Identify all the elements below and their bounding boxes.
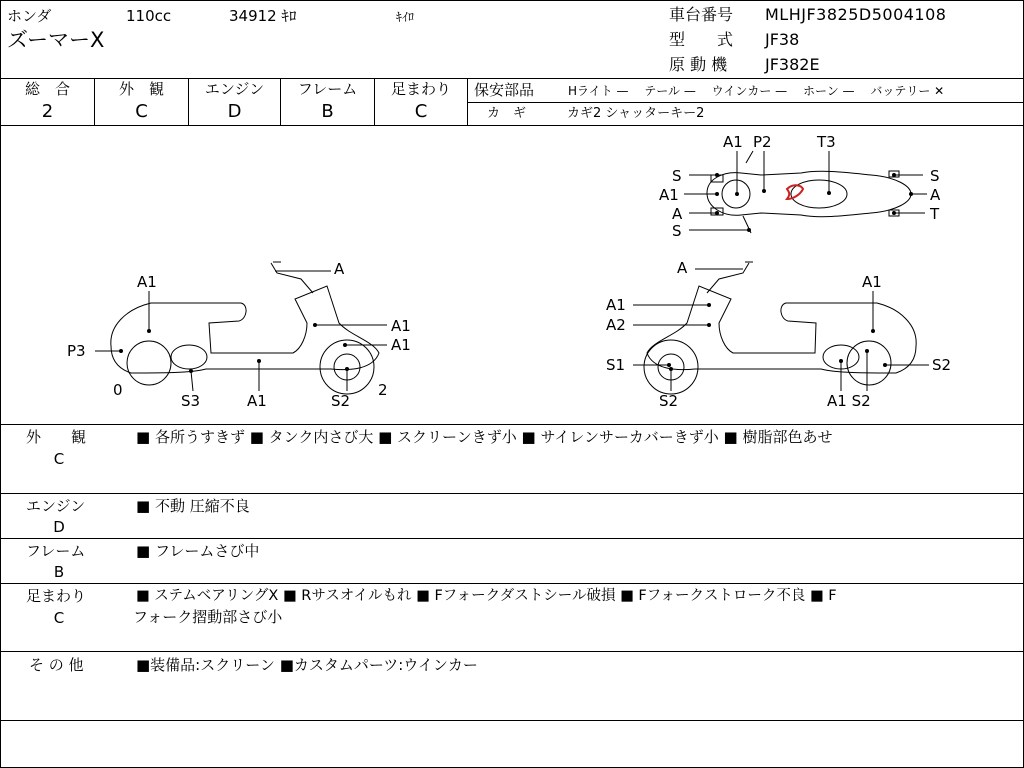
remark-text: ■装備品:スクリーン ■カスタムパーツ:ウインカー [136, 656, 478, 674]
label-top-a: A [672, 205, 683, 223]
label-right-s2-rear: S2 [932, 356, 952, 374]
type-value: JF38 [765, 30, 800, 49]
label-top-s: S [672, 167, 682, 185]
label-left-a1-seat: A1 [137, 273, 157, 291]
displacement: 110cc [126, 7, 172, 25]
label-left-a: A [334, 260, 345, 278]
label-right-a1-seat: A1 [862, 273, 882, 291]
grade-exterior-value: C [135, 101, 148, 122]
divider [1, 583, 1023, 584]
label-top-p2: P2 [753, 133, 772, 151]
grade-engine-value: D [227, 101, 242, 122]
label-right-a2: A2 [606, 316, 626, 334]
key-label: カ ギ [487, 106, 527, 121]
divider [1, 538, 1023, 539]
damage-diagram [1, 126, 1023, 424]
divider [1, 493, 1023, 494]
label-right-a1-s2: A1 S2 [827, 392, 871, 410]
grade-engine-label: エンジン [204, 80, 265, 98]
maker: ホンダ [7, 7, 52, 25]
remark-label: そ の 他 [29, 656, 84, 674]
safety-label: 保安部品 [474, 81, 535, 99]
divider [1, 651, 1023, 652]
grade-frame-value: B [321, 101, 334, 122]
divider [467, 78, 468, 125]
grade-suspension-value: C [414, 101, 428, 122]
divider [1, 424, 1023, 425]
grade-total-label: 総 合 [24, 80, 70, 98]
label-left-p3: P3 [67, 342, 86, 360]
divider [1, 720, 1023, 721]
label-top-t3: T3 [817, 133, 836, 151]
remark-grade: D [53, 518, 65, 536]
frame-no-label: 車台番号 [669, 5, 734, 24]
model-name: ズーマーX [7, 28, 105, 52]
grade-exterior-label: 外 観 [118, 80, 164, 98]
label-left-s3: S3 [181, 392, 201, 410]
divider [1, 78, 1023, 79]
remark-text: ■ 各所うすきず ■ タンク内さび大 ■ スクリーンきず小 ■ サイレンサーカバーきず小 ■ 樹脂部色あせ [136, 428, 833, 446]
label-left-a1-floor: A1 [247, 392, 267, 410]
label-left-front-tire: 2 [378, 381, 388, 399]
remark-label: エンジン [26, 497, 86, 515]
safety-items: Hライト — テール — ウインカー — ホーン — バッテリー ✕ [568, 84, 945, 98]
grade-suspension-label: 足まわり [390, 80, 451, 98]
label-right-s2-front: S2 [659, 392, 679, 410]
label-left-a1-fender: A1 [391, 336, 411, 354]
label-top-s-bottom: S [672, 222, 682, 240]
grade-total-value: 2 [41, 101, 54, 122]
type-label: 型 式 [669, 30, 734, 49]
remark-grade: C [53, 609, 65, 627]
mileage-unit: ｷｲﾛ [396, 10, 415, 24]
label-right-s1: S1 [606, 356, 626, 374]
engine-label: 原 動 機 [669, 55, 728, 74]
key-value: カギ2 シャッターキー2 [567, 106, 705, 121]
label-top-s-right: S [930, 167, 940, 185]
label-right-a: A [677, 259, 688, 277]
grade-frame-label: フレーム [297, 80, 358, 98]
remark-text: ■ 不動 圧縮不良 [136, 497, 250, 515]
engine-value: JF382E [765, 55, 820, 74]
remark-label: フレーム [26, 542, 86, 560]
label-left-a1-front: A1 [391, 317, 411, 335]
remark-label: 足まわり [26, 587, 87, 605]
remark-label: 外 観 [26, 428, 87, 446]
remark-grade: B [53, 563, 65, 581]
remark-text: ■ フレームさび中 [136, 542, 260, 560]
remark-grade: C [53, 450, 65, 468]
label-top-a1: A1 [723, 133, 743, 151]
divider [468, 102, 1023, 103]
remark-text-continued: フォーク摺動部さび小 [133, 608, 283, 626]
scooter-top-view [707, 151, 911, 233]
label-top-a1b: A1 [659, 186, 679, 204]
label-top-a-right: A [930, 186, 941, 204]
remark-text: ■ ステムベアリングX ■ Rサスオイルもれ ■ Fフォークダストシール破損 ■ Fフォークストローク不良 ■ F [136, 588, 837, 604]
label-left-s2: S2 [331, 392, 351, 410]
label-right-a1-front: A1 [606, 296, 626, 314]
label-top-t-right: T [930, 205, 940, 223]
frame-no-value: MLHJF3825D5004108 [765, 5, 947, 24]
label-left-rear-tire: 0 [113, 381, 123, 399]
mileage: 34912 ｷﾛ [229, 7, 297, 25]
